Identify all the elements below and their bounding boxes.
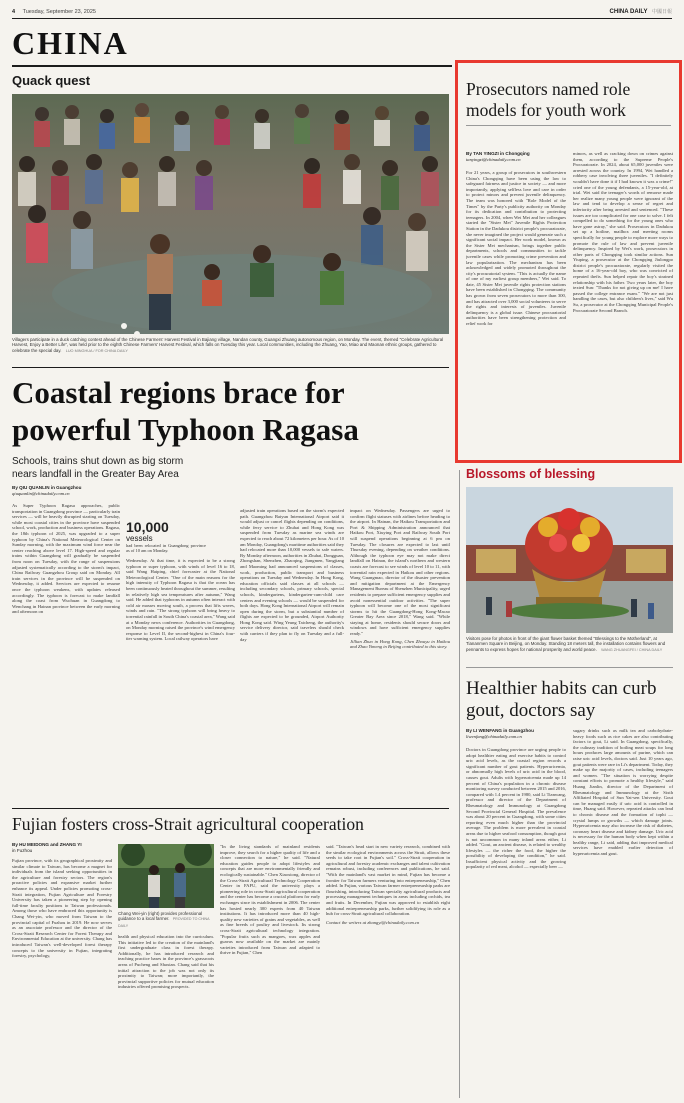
- blossoms-caption-text: Visitors pose for photos in front of the giant flower basket themed "Blessings to the Motherland", at Tiananmen Square in Beijing, on Monday. Standing 18 meters tall, the installation contains flowers and pennants to express hopes for national prosperity and world peace.: [466, 636, 666, 652]
- fujian-byline: [12, 842, 112, 855]
- blossoms-title: Blossoms of blessing: [466, 467, 596, 481]
- prosecutors-col2: minors, as well as cracking down on crimes against them, according to the Supreme People's Procuratorate. In 2024, about 65,000 juveniles were arrested across the country. In 1994, Wei handled a robbery case involving three juveniles. "I definitely wouldn't have done it if I had known it was a crime!" cried one of the young defendants, a 15-year-old, at trial. Wei said the teenager's words of remorse made her realize many young people were ignorant of the law and tend to develop a sense of regret and inferiority after being arrested and sentenced. "These issues are too complicated for one case to solve. I felt compelled to do something for the young ones who have gone astray," she said. Prosecutors in Dadukou set up a hotline, mailbox and meeting rooms specifically for young people to explore more ways to promote the rule of law and prevent juvenile delinquency. Inspired by Wei's work, prosecutors in other parts of Chongqing took similar actions. Sun Yiuping, a prosecutor at the Chongqing Jiulongpo district people's procuratorate, regularly visited the home of a 16-year-old boy, who was convicted of repeated thefts. Sun helped repair the boy's strained relationship with his father. Two years later, the boy texted Sun: "Thanks for not giving up on me! I have passed the college entrance exam." "We are not just handling the cases, but also children's lives," said Wu Su, a prosecutor at the Chongqing Municipal People's Procuratorate Second Branch.: [573, 151, 673, 313]
- fujian-contact-label: Contact the writers at: [326, 919, 367, 925]
- masthead-group: [610, 6, 672, 18]
- quack-caption: [12, 337, 449, 363]
- prosecutors-byline-name: By TAN YINGZI in Chongqing: [466, 151, 530, 156]
- typhoon-contributors: Jillian Zhuo in Hong Kong, Chen Zhouyu in Haikou and Zhao Yimeng in Beijing contributed to this story.: [350, 638, 450, 650]
- healthier-byline: [466, 728, 566, 742]
- healthier-byline-email: liwenfang@chinadaily.com.cn: [466, 733, 522, 739]
- typhoon-stat-value: 10,000: [126, 519, 169, 535]
- fujian-photo-caption: [118, 911, 214, 929]
- typhoon-col4-text: impact on Wednesday. Passengers are urged to confirm flight statuses with airlines before heading to the airport. In Hainan, the Haikou Transportation and Port & Shipping Administration announced that Haikou Port, Xiuying Port and Railway South Port will suspend operations beginning at 6 pm on Tuesday. The closures are expected to last until Thursday evening, depending on weather conditions. Although the typhoon eye may not make direct landfall on Hainan, the island's northern and western coasts are forecast to see winds of level 10 to 11, with torrential rain expected in Haikou and other regions. Wang Guangmao, director of the disaster prevention and mitigation department at the Emergency Management Bureau of Shenzhen Municipality, urged residents to prepare sufficient emergency supplies and avoid nonessential outdoor activities. "The super typhoon will become one of the most significant storms to hit the Guangdong-Hong Kong-Macao Greater Bay Area since 2018," Wang said. "While staying at home, residents should secure doors and windows and have sufficient emergency supplies ready.": [350, 508, 450, 637]
- quack-title: Quack quest: [12, 73, 91, 88]
- prosecutors-byline-email: tanyingzi@chinadaily.com.cn: [466, 156, 521, 162]
- typhoon-stat-text: had been relocated in Guangdong province as of 10 am on Monday.: [126, 543, 206, 554]
- fujian-photo-credit: PROVIDED TO CHINA DAILY: [118, 917, 210, 928]
- healthier-headline: Healthier habits can curb gout, doctors say: [466, 678, 657, 721]
- fujian-photo-caption-text: Chang Wei-yin (right) provides professional guidance to a local farmer.: [118, 911, 203, 922]
- fujian-byline-loc: in Fuzhou: [12, 847, 33, 853]
- blossoms-credit: WANG ZHUANGFEI / CHINA DAILY: [601, 647, 663, 652]
- typhoon-col3: adjusted train operations based on the storm's expected path. Guangzhou Baiyun International Airport said it would adjust or cancel flights depending on conditions, while ferry service to Zhuhai and Hong Kong was suspended from Tuesday as marine sea winds are expected to reach about 72 kilometers per hour. As of 10 am Monday, Guangdong's maritime authorities said they had relocated more than 10,000 vessels to safe waters. By Monday afternoon, authorities in Zhuhai, Dongguan, Zhongshan, Shenzhen, Zhaoqing, Jiangmen, Yangjiang and Maoming had announced suspensions of classes, work, production, public transport and business operations on Tuesday and Wednesday. In Hong Kong, education officials said classes at all schools — including secondary schools, primary schools, special schools, kindergartens, kindergarten-cum-child care centers and evening schools — would be suspended for both days. Hong Kong International Airport will remain open during the storm, but a substantial number of flights are expected to be grounded, Airport Authority Hong Kong said. Wing Yeung Taicheng, the authority's service delivery director, said travelers should check with carriers if they plan to fly on Tuesday and a full-day: [240, 508, 344, 642]
- healthier-byline-name: By LI WENFANG in Guangzhou: [466, 728, 534, 733]
- fujian-col3: "In the living standards of mainland residents improve, they search for a higher quality of life and a closer connection to nature," he said. "Natural education guides people to adopt lifestyles and concepts that are more environmentally friendly and ecologically sustainable." Chen Xiaoxiong, director of the Cross-Strait Agricultural Technology Cooperation Center in FAFU, said the university plays a pioneering role in cross-Strait agricultural cooperation and the center has become a crucial platform for early exchanges since its establishment in 2006. The center has hosted nearly 300 experts from 40 Taiwan institutions. It has introduced more than 40 high-quality new varieties of grains and vegetables, as well as fine breeds of poultry and livestock. Its strong cross-Strait agricultural technology integration. "Popular fruits such as mangoes, wax apples and guavas now available on the market are mainly varieties introduced from Taiwan and adapted to thrive in Fujian," Chen: [220, 844, 320, 956]
- typhoon-subhead: Schools, trains shut down as big storm nears landfall in the Greater Bay Area: [12, 456, 184, 480]
- issue-date: Tuesday, September 23, 2025: [22, 9, 96, 15]
- typhoon-byline: [12, 485, 202, 499]
- masthead-chinese: 中國日報: [651, 9, 672, 15]
- forest-guidance-photo: [118, 844, 214, 908]
- header-rule: [12, 18, 672, 19]
- quack-credit: LUO MINGHUA / FOR CHINA DAILY: [65, 348, 128, 353]
- duck-contest-photo: [12, 94, 449, 334]
- healthier-top-rule: [466, 667, 673, 668]
- fujian-photo: [118, 844, 214, 908]
- typhoon-byline-email: qiuquanlin@chinadaily.com.cn: [12, 490, 70, 496]
- fujian-col2: health and physical education into the curriculum. This initiative led to the creation of the mainland's first undergraduate class in forest therapy. Additionally, he has introduced research and teaching practice bases in the province's grassroots areas of Pucheng and Shaxian. Chang said that his initial attraction to the job was not only its proximity to Taiwan; more importantly, the provincial supportive policies for mutual education industries offered promising prospects.: [118, 934, 214, 990]
- prosecutors-headline: Prosecutors named role models for youth work: [466, 79, 631, 120]
- typhoon-col2: Wednesday. At that time, it is expected to be a strong typhoon or super typhoon, with winds of level 16 to 18, said Wang Haiping, chief forecaster at the National Meteorological Center. "One of the main reasons for the high intensity of Typhoon Ragasa is that the ocean has been continuously heated throughout the summer, resulting in relatively high sea temperatures after autumn," Wang said. He added that typhoons in autumn often interact with cold air masses moving south, a process that lifts waves, winds and rain. "The strong typhoon will bring heavy to torrential rainfall in South China's coastal area," Wang said at a Monday news conference. Authorities in Guangdong, on Monday morning raised the province's wind emergency response to Level II, the second-highest in China's four-tier warning system. Local railway operators have: [126, 558, 235, 642]
- blossoms-photo: [466, 487, 673, 633]
- typhoon-col4: [350, 508, 450, 801]
- healthier-col2: sugary drinks such as milk tea and carbohydrate-heavy foods such as rice cakes are also contributing factors to gout, Li said. In Guangdong, specifically, the culinary tradition of boiling meat soups for long hours produces large amounts of purine, which can raise uric acid levels, doctors said. Just 10 years ago, gout patients were rare in Li's department. Today, they make up the majority of cases, including teenagers and women. "The situation is worrying despite constant efforts to promote a healthy lifestyle," said Huang Jianlin, director of the Department of Rheumatology and Immunology at the Sixth Affiliated Hospital of Sun Yat-sen University. Gout can be managed easily if uric acid is controlled in time, Huang said. However, repeated attacks can lead to chronic disease and the formation of tophi — crystal lumps or growths — which damage joints. Hyperuricemia may also increase the risk of diabetes, coronary heart disease and kidney damage. Uric acid is necessary for the human body when kept within a healthy range, Li said, adding that improved medical services have enabled earlier detection of hyperuricemia and gout.: [573, 728, 673, 857]
- masthead: CHINA DAILY: [609, 9, 648, 15]
- fujian-headline: Fujian fosters cross-Strait agricultural cooperation: [12, 814, 364, 834]
- column-divider-right: [459, 470, 460, 1098]
- section-title: CHINA: [12, 25, 129, 61]
- fujian-contact: [326, 920, 450, 926]
- healthier-col1: Doctors in Guangdong province are urging people to adopt healthier eating and exercise habits to control uric acid levels, as the coastal region records a significant number of gout patients. Hyperuricemia, or abnormally high levels of uric acid in the blood, causes gout. Adults with hyperuricemia made up 14 percent of China's population in a chronic disease monitoring survey conducted between 2015 and 2016, compared with 1.4 percent in 1980, said Li Tianwang, professor and director of the Department of Rheumatology and Immunology at Guangdong Second Provincial General Hospital. The prevalence was about 20 percent in Guangdong, with some cities reporting even much higher than the provincial average. The problem is more prevalent in coastal areas due to higher seafood consumption, though gout is not uncommon in many inland areas either, Li added. "Gout, an ancient disease, is related to wealthy lifestyles — the richer the food, the higher the possibility of developing the condition," he said. Insufficient physical activity and the growing popularity of red meat, alcohol — especially beer —: [466, 747, 566, 870]
- blossoms-caption: [466, 636, 673, 664]
- fujian-top-rule: [12, 808, 449, 809]
- fujian-contact-email: zhangyi@chinadaily.com.cn: [367, 919, 420, 925]
- typhoon-col1: As Super Typhoon Ragasa approaches, public transportation in Guangdong province — particularly train services — will be heavily disrupted starting on Tuesday, while most coastal cities in the province have suspended school, work, production and business operations. Ragasa, the 18th typhoon of 2025, was upgraded to a super typhoon by China's National Meteorological Center on Sunday morning, with the maximum wind force near the center reaching above level 17. High-speed and regular trains within Guangdong will gradually be suspended from noon on Tuesday, with the range of suspensions adjusted systematically according to the storm's impact, China Railway Guangzhou Group said on Monday. All train services in the province will be suspended on Wednesday, it added. Services are expected to resume once the typhoon weakens, with updates released accordingly. The typhoon is forecast to make landfall along the coast from Wuchuan in Guangdong to Wenchang in Hainan province between the early morning and afternoon on: [12, 503, 120, 615]
- typhoon-stat-box: [126, 520, 206, 554]
- flower-basket-photo: [466, 487, 673, 633]
- fujian-byline-name: By HU MEIDONG and ZHANG YI: [12, 842, 82, 847]
- page-number: 4: [12, 9, 16, 15]
- quack-photo: [12, 94, 449, 334]
- fujian-col4: [326, 844, 450, 1098]
- prosecutors-col1: For 21 years, a group of prosecutors in southwestern China's Chongqing have been using the law to safeguard fairness and justice in society — and more importantly, applying selfless love and care in order to protect minors and prevent juvenile delinquency. The team was honored with "Role Model of the Times" by the Party's publicity authority on Monday for its dedication and contribution to protecting teenagers. In 2004, when Wei Mei and her colleagues started the "Sister Mei" Juvenile Rights Protection Station in the Dadukou district people's procuratorate, she never imagined the project would generate such a significant social impact. Her work model, known as the Sister Mei mechanism, brings together public departments, schools and communities to tackle juvenile cases while promoting crime prevention and law popularization. The mechanism has been acknowledged and widely promoted throughout the city's procuratorial system. "This is actually the name of one of my earliest group members," Wei said. To date, 45 Sister Mei juvenile rights protection stations have been established in Chongqing. The community has grown from seven prosecutors to more than 300, and has attracted over 3,000 social volunteers to serve the rights and interests of juveniles. Juvenile delinquency is a global issue. Chinese procuratorial authorities have been strengthening protection and relief work for: [466, 170, 566, 327]
- fujian-col4-text: said. "Taiwan's head start in new variety research, combined with the similar ecological environments across the Strait, allows these seeds to take root in Fujian's soil." Cross-Strait cooperation in agricultural and forestry academic exchanges and talent cultivation remains robust, including conferences and publications, he said. "With the mainland's vast market in mind, Fujian has become a frontier for Taiwan farmers venturing into entrepreneurship," Chen added. In Fujian, various Taiwan farmer entrepreneurship parks are flourishing, introducing Taiwan specialty agricultural products and processing management techniques in areas including orchids, tea and fruits. In December, Fujian was approved to establish eight additional entrepreneurship parks, further solidifying its role as a hub for cross-Strait agricultural collaboration.: [326, 844, 450, 917]
- prosecutors-byline: [466, 151, 566, 165]
- page-header: [12, 6, 672, 18]
- quack-caption-text: Villagers participate in a duck catching contest ahead of the Chinese Farmers' Harvest Festival in Bajiang village, Nandan county, Guangxi Zhuang autonomous region, on Monday. The event, themed "Celebrate Agricultural Harvest, Enjoy a Better Life", was held prior to the eighth Chinese Farmers' Harvest Festival, which falls on Tuesday this year. Local communities, including the Zhuang, Yao, Miao and Maonan ethnic groups, gathered to celebrate the special day.: [12, 337, 444, 353]
- fujian-col1: Fujian province, with its geographical proximity and similar climate to Taiwan, has become a magnet for individuals from the island seeking opportunities in the agriculture and forestry sectors. The region's proactive policies and expansive market further enhance its appeal. Under policies promoting cross-Strait integration, Fujian Agriculture and Forestry University has taken a pioneering step by opening full-time faculty positions to Taiwan professionals. Among those who have embraced this opportunity is Chang Wei-yin, who moved from Taiwan to the provincial capital of Fuzhou in 2019. He now serves as an associate professor and the director of the Cross-Strait Research Center for Forest Therapy and Environmental Education at the university. Chang has introduced Taiwan's well-developed forest therapy concepts to the university in Fujian, integrating forestry, psychology,: [12, 858, 112, 959]
- typhoon-top-rule: [12, 367, 449, 368]
- typhoon-headline: Coastal regions brace for powerful Typhoon Ragasa: [12, 375, 359, 447]
- prosecutors-rule: [466, 125, 671, 126]
- typhoon-byline-name: By QIU QUANLIN in Guangzhou: [12, 485, 82, 490]
- section-rule: [12, 65, 452, 67]
- typhoon-stat-unit: vessels: [126, 534, 153, 543]
